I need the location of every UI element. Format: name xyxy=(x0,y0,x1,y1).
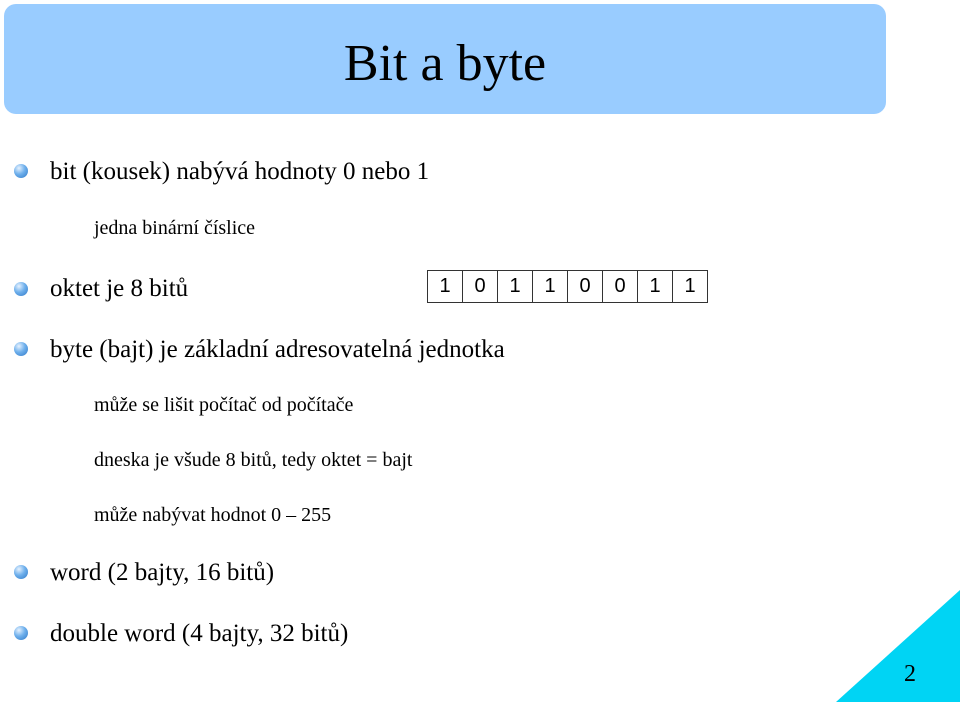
bullet-byte: byte (bajt) je základní adresovatelná jednotka xyxy=(50,336,505,363)
bullet-word: word (2 bajty, 16 bitů) xyxy=(50,559,275,586)
page-number: 2 xyxy=(904,661,916,687)
bit-cell: 1 xyxy=(532,270,568,303)
bullet-icon xyxy=(14,342,28,356)
corner-triangle xyxy=(836,590,960,702)
sub-bullet-binary-digit: jedna binární číslice xyxy=(94,217,256,239)
bit-cell: 1 xyxy=(672,270,708,303)
bullet-octet: oktet je 8 bitů xyxy=(50,275,189,302)
bit-cell: 1 xyxy=(637,270,673,303)
bit-cell: 1 xyxy=(427,270,463,303)
bit-cell: 0 xyxy=(567,270,603,303)
slide-title: Bit a byte xyxy=(343,35,547,92)
bullet-icon xyxy=(14,282,28,296)
bullet-icon xyxy=(14,626,28,640)
sub-bullet-varies: může se lišit počítač od počítače xyxy=(94,394,354,416)
bullet-icon xyxy=(14,164,28,178)
bullet-bit: bit (kousek) nabývá hodnoty 0 nebo 1 xyxy=(50,158,430,185)
bullet-double-word: double word (4 bajty, 32 bitů) xyxy=(50,620,349,647)
bit-cell: 0 xyxy=(462,270,498,303)
sub-bullet-value-range: může nabývat hodnot 0 – 255 xyxy=(94,504,332,526)
sub-bullet-octet-equals-byte: dneska je všude 8 bitů, tedy oktet = bajt xyxy=(94,449,413,471)
octet-bit-boxes xyxy=(427,270,708,303)
bullet-icon xyxy=(14,565,28,579)
bit-cell: 0 xyxy=(602,270,638,303)
bit-cell: 1 xyxy=(497,270,533,303)
